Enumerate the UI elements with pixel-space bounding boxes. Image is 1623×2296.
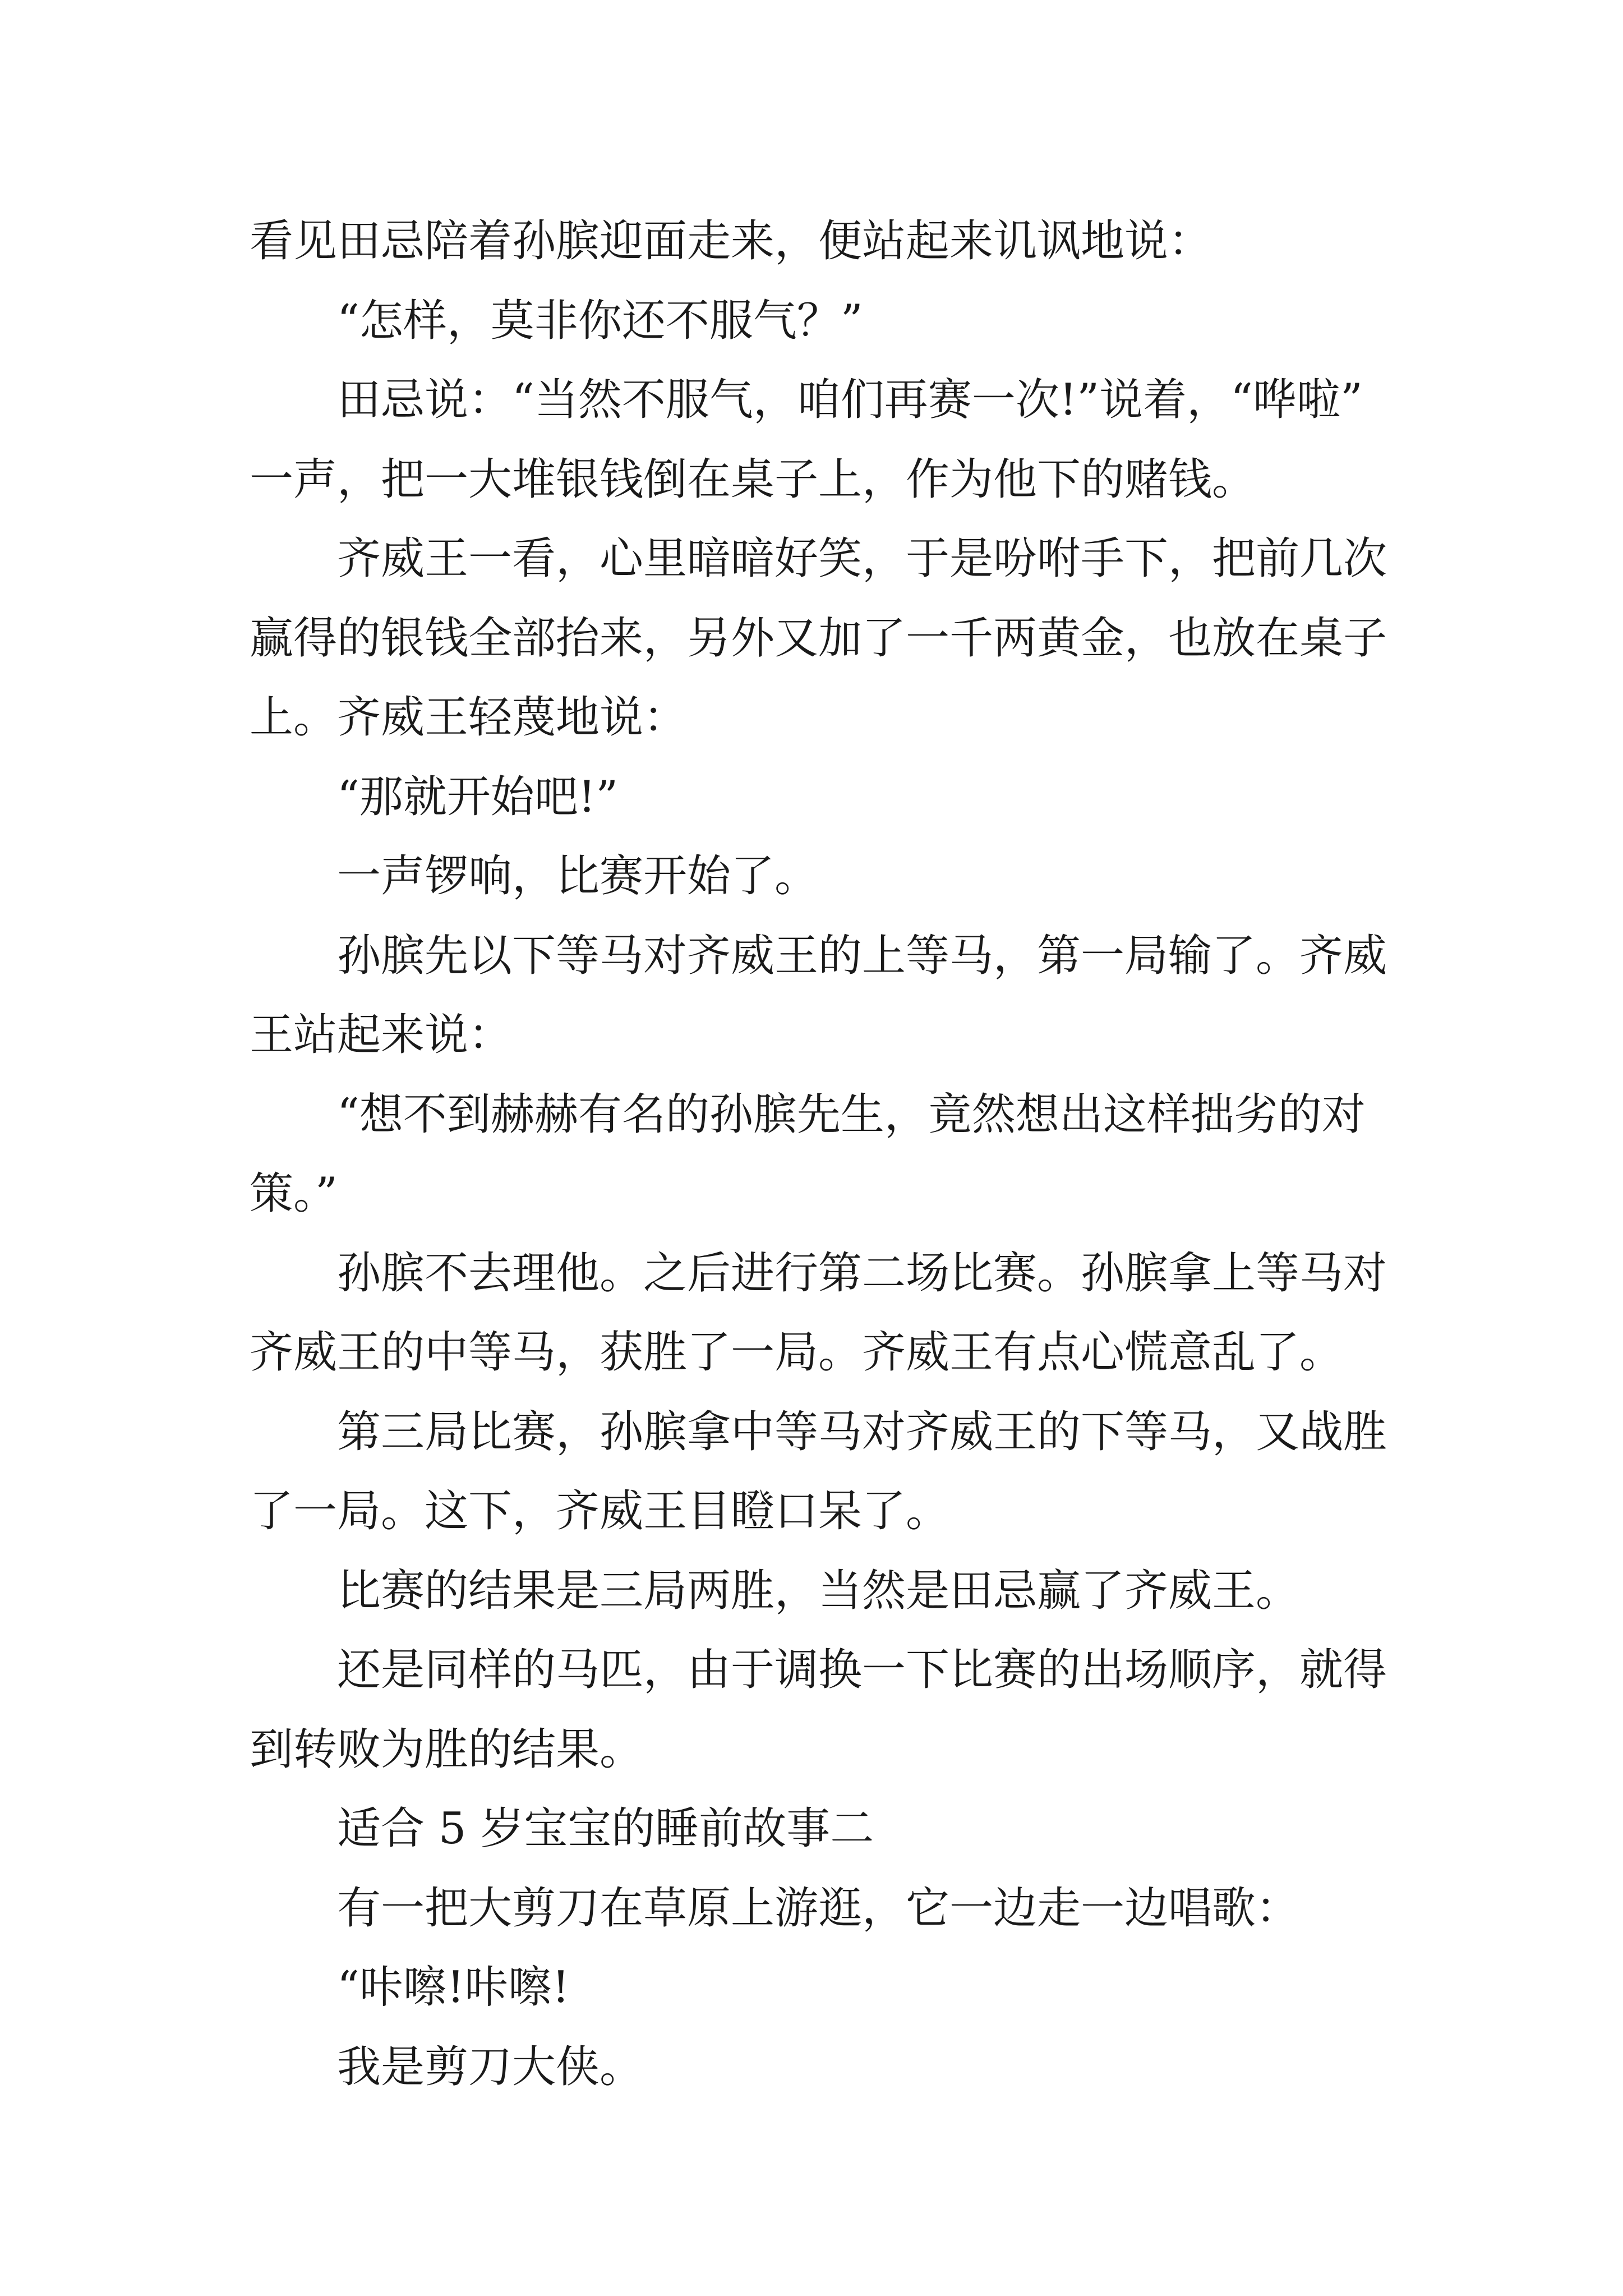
- paragraph-line: “怎样，莫非你还不服气？”: [337, 295, 863, 346]
- paragraph-line: 比赛的结果是三局两胜，当然是田忌赢了齐威王。: [337, 1565, 1300, 1616]
- paragraph-line: 一声锣响，比赛开始了。: [337, 851, 819, 901]
- paragraph-line: 齐威王的中等马，获胜了一局。齐威王有点心慌意乱了。: [250, 1327, 1344, 1378]
- paragraph-line: 齐威王一看，心里暗暗好笑，于是吩咐手下，把前几次: [337, 533, 1387, 584]
- paragraph-line: 孙膑先以下等马对齐威王的上等马，第一局输了。齐威: [337, 930, 1387, 981]
- paragraph-line: 策。”: [250, 1168, 338, 1219]
- paragraph-line: 了一局。这下，齐威王目瞪口呆了。: [250, 1486, 950, 1536]
- paragraph-line: 上。齐威王轻蔑地说：: [250, 692, 688, 743]
- paragraph-line: 田忌说：“当然不服气，咱们再赛一次!”说着，“哗啦”: [337, 375, 1363, 425]
- paragraph-line: “那就开始吧!”: [337, 771, 619, 822]
- paragraph-line: 看见田忌陪着孙膑迎面走来，便站起来讥讽地说：: [250, 216, 1212, 266]
- paragraph-line: 王站起来说：: [250, 1010, 513, 1060]
- paragraph-line: 还是同样的马匹，由于调换一下比赛的出场顺序，就得: [337, 1645, 1387, 1695]
- paragraph-line: 一声，把一大堆银钱倒在桌子上，作为他下的赌钱。: [250, 454, 1256, 505]
- section-heading: 适合 5 岁宝宝的睡前故事二: [337, 1803, 874, 1854]
- paragraph-line: 有一把大剪刀在草原上游逛，它一边走一边唱歌：: [337, 1883, 1300, 1934]
- paragraph-line: “咔嚓!咔嚓!: [337, 1962, 570, 2013]
- paragraph-line: 到转败为胜的结果。: [250, 1724, 644, 1775]
- paragraph-line: 孙膑不去理他。之后进行第二场比赛。孙膑拿上等马对: [337, 1248, 1387, 1299]
- paragraph-line: “想不到赫赫有名的孙膑先生，竟然想出这样拙劣的对: [337, 1089, 1366, 1140]
- paragraph-line: 我是剪刀大侠。: [337, 2041, 644, 2092]
- paragraph-line: 赢得的银钱全部抬来，另外又加了一千两黄金，也放在桌子: [250, 613, 1387, 664]
- body-text: [250, 202, 1387, 2107]
- paragraph-line: 第三局比赛，孙膑拿中等马对齐威王的下等马，又战胜: [337, 1406, 1387, 1457]
